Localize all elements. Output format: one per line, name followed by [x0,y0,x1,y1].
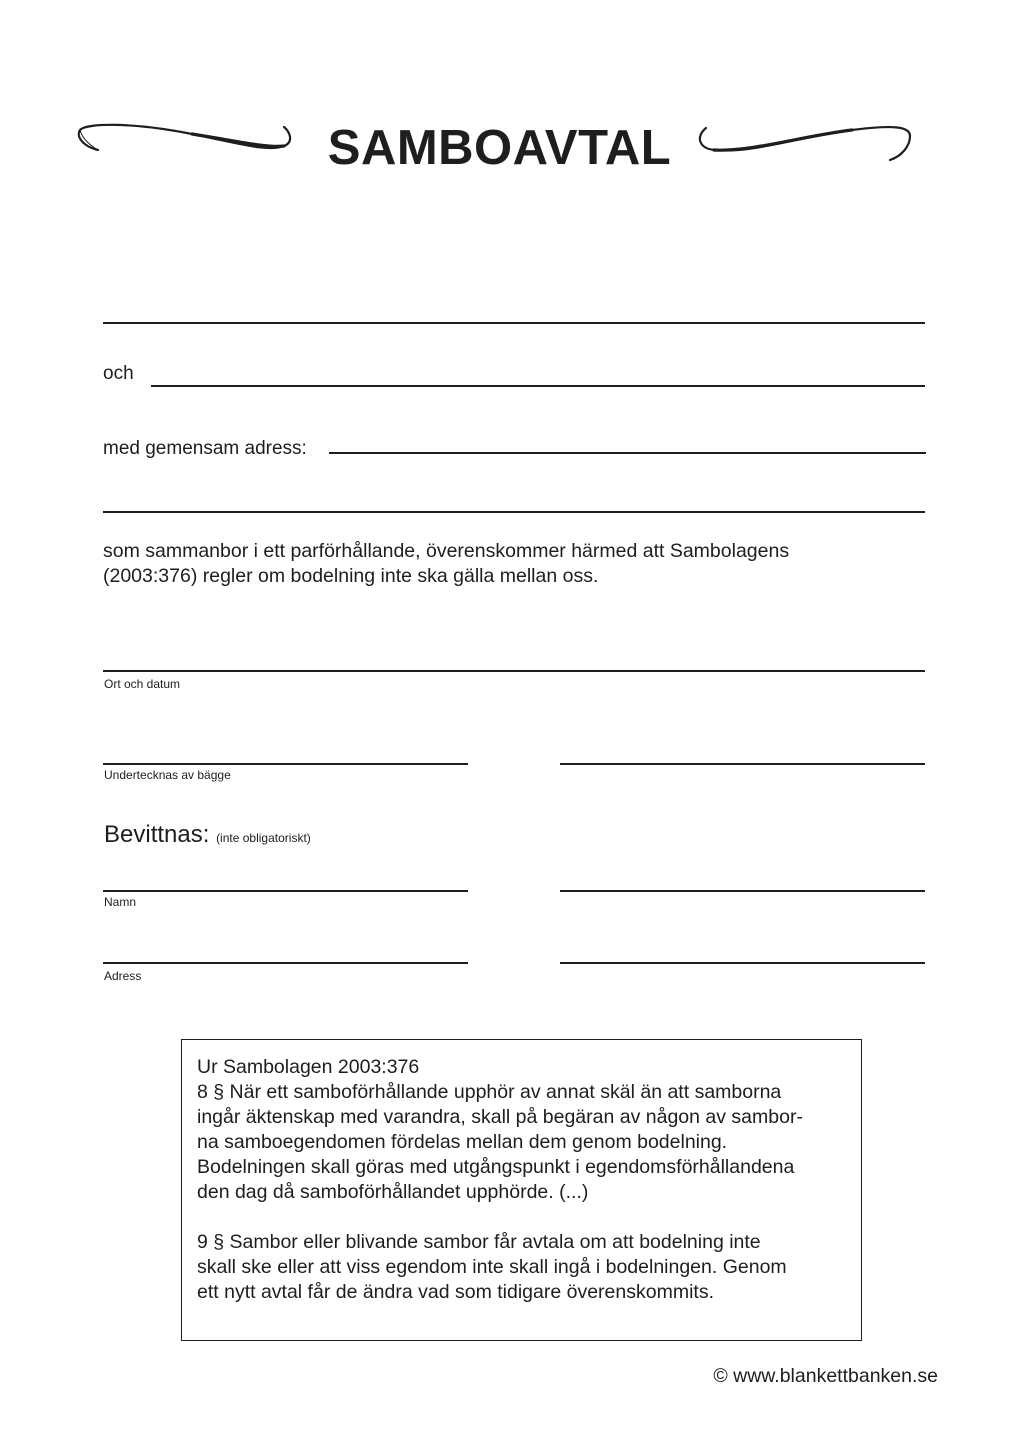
section8-line-4: Bodelningen skall göras med utgångspunkt i egendomsförhållandena [197,1156,795,1178]
signature-line-right[interactable] [560,763,925,765]
section9-line-2: skall ske eller att viss egendom inte skall ingå i bodelningen. Genom [197,1256,787,1278]
agreement-text [103,539,933,589]
right-flourish-ornament [692,116,916,168]
document-title: SAMBOAVTAL [327,121,672,175]
witness-address-line-right[interactable] [560,962,925,964]
section8-line-1: 8 § När ett samboförhållande upphör av annat skäl än att samborna [197,1081,782,1103]
witness-address-line-left[interactable] [103,962,468,964]
law-heading: Ur Sambolagen 2003:376 [197,1056,420,1078]
och-label: och [103,363,134,384]
section9-line-1: 9 § Sambor eller blivande sambor får avtala om att bodelning inte [197,1231,761,1253]
law-excerpt-text [197,1055,852,1305]
left-flourish-ornament [72,116,294,168]
address-label: med gemensam adress: [103,438,307,459]
witness-label: Bevittnas: [104,821,210,848]
agreement-line-1: som sammanbor i ett parförhållande, överenskommer härmed att Sambolagens [103,540,790,562]
witness-name-line-right[interactable] [560,890,925,892]
section9-line-3: ett nytt avtal får de ändra vad som tidigare överenskommits. [197,1281,714,1303]
section8-line-3: na samboegendomen fördelas mellan dem genom bodelning. [197,1131,728,1153]
second-party-line[interactable] [151,385,925,387]
witness-heading [104,820,311,853]
place-date-line[interactable] [103,670,925,672]
section8-line-2: ingår äktenskap med varandra, skall på begäran av någon av sambor- [197,1106,803,1128]
place-date-label: Ort och datum [104,677,181,691]
witness-name-line-left[interactable] [103,890,468,892]
name-label: Namn [104,895,137,909]
law-excerpt-box [181,1039,862,1341]
address-line-2[interactable] [103,511,925,513]
witness-note: (inte obligatoriskt) [216,831,311,845]
section8-line-5: den dag då samboförhållandet upphörde. (...) [197,1181,589,1203]
copyright-footer: © www.blankettbanken.se [713,1365,938,1387]
signature-line-left[interactable] [103,763,468,765]
address-small-label: Adress [104,969,142,983]
address-line[interactable] [329,452,926,454]
agreement-line-2: (2003:376) regler om bodelning inte ska gälla mellan oss. [103,565,599,587]
first-party-line[interactable] [103,322,925,324]
signature-label: Undertecknas av bägge [104,768,231,782]
